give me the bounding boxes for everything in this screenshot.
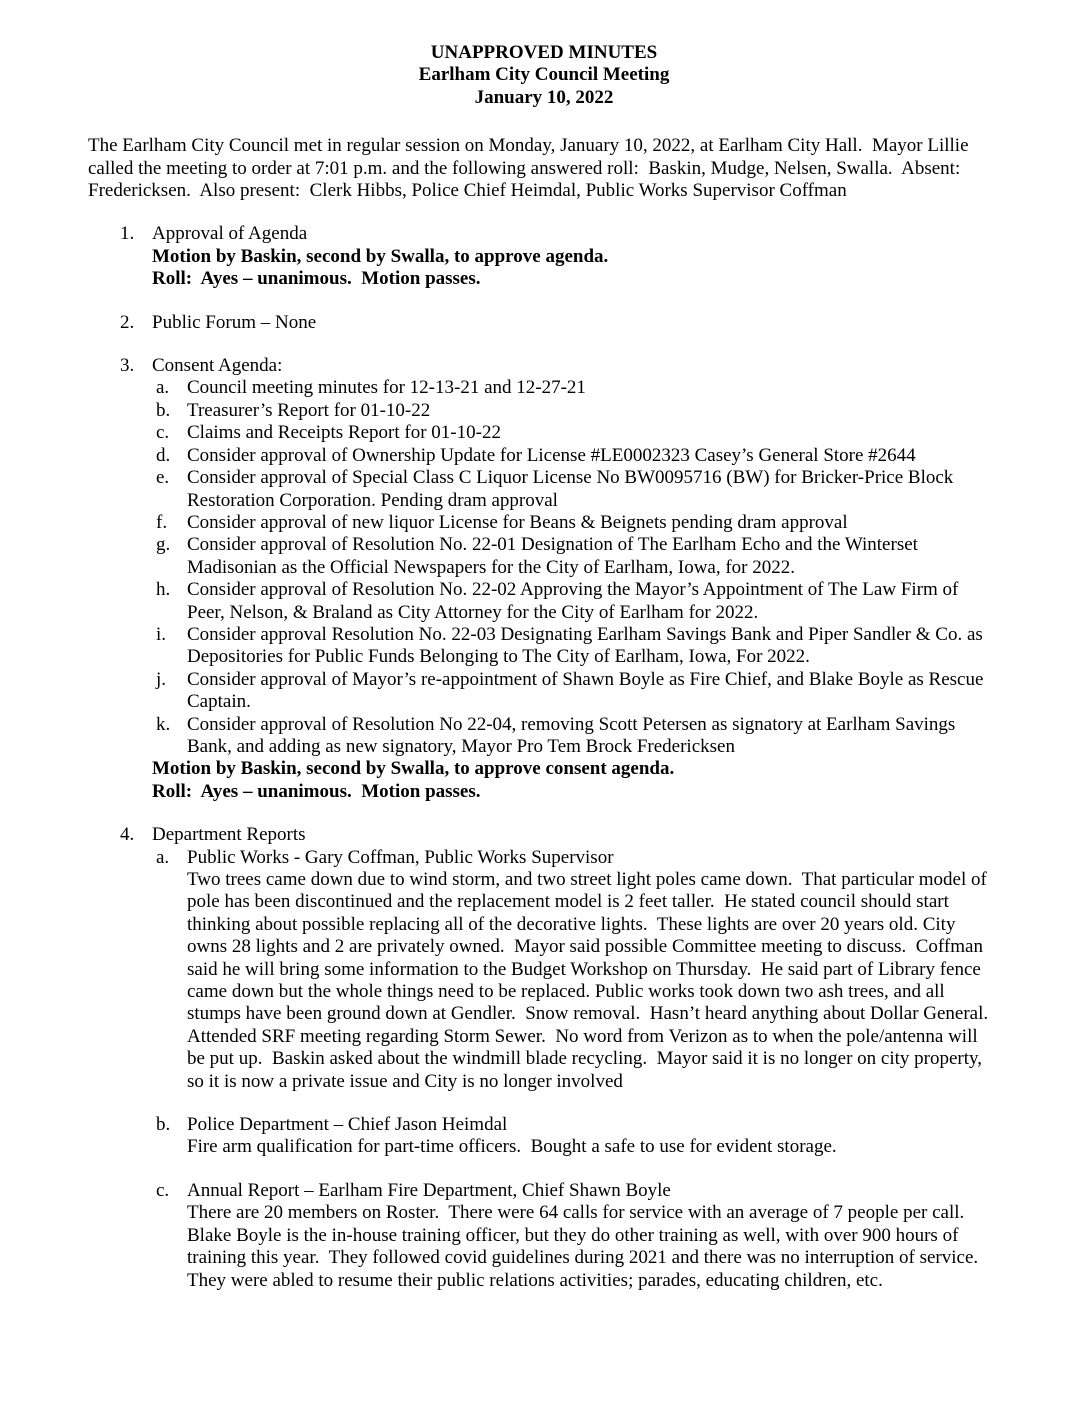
subitem-letter: a. bbox=[156, 377, 170, 399]
subitem-letter: k. bbox=[156, 713, 171, 735]
subitem-content bbox=[187, 1180, 1000, 1292]
report-body: Two trees came down due to wind storm, and two street light poles came down. That particular model of pole has been discontinued and the replacement model is 2 feet taller. He stated council should start thinking about possible replacing all of the decorative lights. These lights are over 20 years old. City owns 28 lights and 2 are privately owned. Mayor said possible Committee meeting to discuss. Coffman said he will bring some information to the Budget Workshop on Thursday. He said part of Library fence came down but the whole things need to be replaced. Public works took down two ash trees, and all stumps have been ground down at Gendler. Snow removal. Hasn’t heard anything about Dollar General. Attended SRF meeting regarding Storm Sewer. No word from Verizon as to when the pole/antenna will be put up. Baskin asked about the windmill blade recycling. Mayor said it is no longer on city property, so it is now a private issue and City is no longer involved bbox=[187, 869, 997, 1092]
roll-call-line: Roll: Ayes – unanimous. Motion passes. bbox=[152, 268, 481, 290]
title-block bbox=[88, 42, 1000, 109]
consent-subitem-k bbox=[156, 714, 1000, 759]
consent-subitem-g bbox=[156, 534, 1000, 579]
motion-line: Motion by Baskin, second by Swalla, to approve consent agenda. bbox=[152, 758, 675, 780]
doc-date: January 10, 2022 bbox=[474, 86, 614, 108]
item-number: 4. bbox=[120, 824, 135, 846]
doc-status-title: UNAPPROVED MINUTES bbox=[430, 42, 658, 63]
consent-subitem-j bbox=[156, 669, 1000, 714]
item-heading: Consent Agenda: bbox=[152, 355, 283, 377]
subitem-content bbox=[187, 1114, 1000, 1159]
report-heading: Police Department – Chief Jason Heimdal bbox=[187, 1114, 508, 1136]
subitem-letter: e. bbox=[156, 467, 170, 489]
consent-subitem-i bbox=[156, 624, 1000, 669]
subitem-text: Consider approval of Resolution No. 22-01 Designation of The Earlham Echo and the Winterset Madisonian as the Official Newspapers for the City of Earlham, Iowa, for 2022. bbox=[187, 534, 923, 578]
report-heading: Public Works - Gary Coffman, Public Works Supervisor bbox=[187, 846, 614, 868]
report-body: There are 20 members on Roster. There were 64 calls for service with an average of 7 people per call. Blake Boyle is the in-house training officer, but they do other training as well, with over 900 hours of training this year. They followed covid guidelines during 2021 and there was no interruption of service. They were abled to resume their public relations activities; parades, educating children, etc. bbox=[187, 1202, 988, 1291]
subitem-content bbox=[187, 847, 1000, 1093]
subitem-letter: i. bbox=[156, 623, 167, 645]
subitem-letter: b. bbox=[156, 399, 171, 421]
subitem-letter: c. bbox=[156, 1179, 170, 1201]
item-number: 3. bbox=[120, 355, 135, 377]
subitem-letter: a. bbox=[156, 846, 170, 868]
consent-subitem-b bbox=[156, 400, 1000, 422]
item-heading: Public Forum – None bbox=[152, 311, 317, 333]
consent-subitem-c bbox=[156, 422, 1000, 444]
subitem-text: Consider approval of Resolution No. 22-02 Approving the Mayor’s Appointment of The Law Firm of Peer, Nelson, & Braland as City Attorney for the City of Earlham for 2022. bbox=[187, 579, 964, 623]
report-heading: Annual Report – Earlham Fire Department, Chief Shawn Boyle bbox=[187, 1179, 671, 1201]
doc-meeting-title: Earlham City Council Meeting bbox=[418, 64, 670, 86]
subitem-text: Consider approval of Mayor’s re-appointment of Shawn Boyle as Fire Chief, and Blake Boyle as Rescue Captain. bbox=[187, 668, 989, 713]
report-body: Fire arm qualification for part-time officers. Bought a safe to use for evident storage. bbox=[187, 1136, 837, 1158]
motion-line: Motion by Baskin, second by Swalla, to approve agenda. bbox=[152, 245, 609, 267]
subitem-text: Consider approval of Special Class C Liquor License No BW0095716 (BW) for Bricker-Price Block Restoration Corporation. Pending dram approval bbox=[187, 467, 959, 511]
consent-subitem-h bbox=[156, 579, 1000, 624]
intro-paragraph: The Earlham City Council met in regular session on Monday, January 10, 2022, at Earlham City Hall. Mayor Lillie called the meeting to order at 7:01 p.m. and the following answered roll: Baskin, Mudge, Nelsen, Swalla. Absent: Fredericksen. Also present: Clerk Hibbs, Police Chief Heimdal, Public Works Supervisor Coffman bbox=[88, 135, 974, 202]
item-heading-row bbox=[120, 223, 1000, 245]
subitem-letter: c. bbox=[156, 422, 170, 444]
subitem-text: Treasurer’s Report for 01-10-22 bbox=[187, 399, 431, 421]
consent-subitem-d bbox=[156, 445, 1000, 467]
item-number: 1. bbox=[120, 223, 135, 245]
item-heading-row bbox=[120, 355, 1000, 377]
item-heading: Department Reports bbox=[152, 824, 306, 846]
roll-call-line: Roll: Ayes – unanimous. Motion passes. bbox=[152, 780, 481, 802]
subitem-letter: d. bbox=[156, 444, 171, 466]
consent-subitem-a bbox=[156, 377, 1000, 399]
subitem-text: Claims and Receipts Report for 01-10-22 bbox=[187, 422, 501, 444]
agenda-item-consent-agenda bbox=[88, 355, 1000, 803]
item-heading: Approval of Agenda bbox=[152, 223, 308, 245]
agenda-item-public-forum bbox=[88, 312, 1000, 334]
agenda-item-approval-of-agenda bbox=[88, 223, 1000, 290]
item-heading-row bbox=[120, 312, 1000, 334]
report-police-department bbox=[156, 1114, 1000, 1159]
consent-subitem-f bbox=[156, 512, 1000, 534]
subitem-letter: g. bbox=[156, 534, 171, 556]
report-public-works bbox=[156, 847, 1000, 1093]
subitem-text: Council meeting minutes for 12-13-21 and 12-27-21 bbox=[187, 377, 586, 399]
subitem-letter: h. bbox=[156, 579, 171, 601]
subitem-letter: b. bbox=[156, 1114, 171, 1136]
agenda-item-department-reports bbox=[88, 824, 1000, 1292]
subitem-text: Consider approval Resolution No. 22-03 Designating Earlham Savings Bank and Piper Sandler & Co. as Depositories for Public Funds Belonging to The City of Earlham, Iowa, For 2022. bbox=[187, 623, 988, 668]
subitem-letter: f. bbox=[156, 511, 168, 533]
subitem-text: Consider approval of Resolution No 22-04, removing Scott Petersen as signatory at Earlham Savings Bank, and adding as new signatory, Mayor Pro Tem Brock Fredericksen bbox=[187, 713, 961, 757]
consent-subitem-e bbox=[156, 467, 1000, 512]
item-number: 2. bbox=[120, 311, 135, 333]
subitem-text: Consider approval of Ownership Update for License #LE0002323 Casey’s General Store #2644 bbox=[187, 444, 916, 466]
subitem-text: Consider approval of new liquor License for Beans & Beignets pending dram approval bbox=[187, 511, 848, 533]
subitem-letter: j. bbox=[156, 668, 167, 690]
report-fire-department bbox=[156, 1180, 1000, 1292]
item-heading-row bbox=[120, 824, 1000, 846]
